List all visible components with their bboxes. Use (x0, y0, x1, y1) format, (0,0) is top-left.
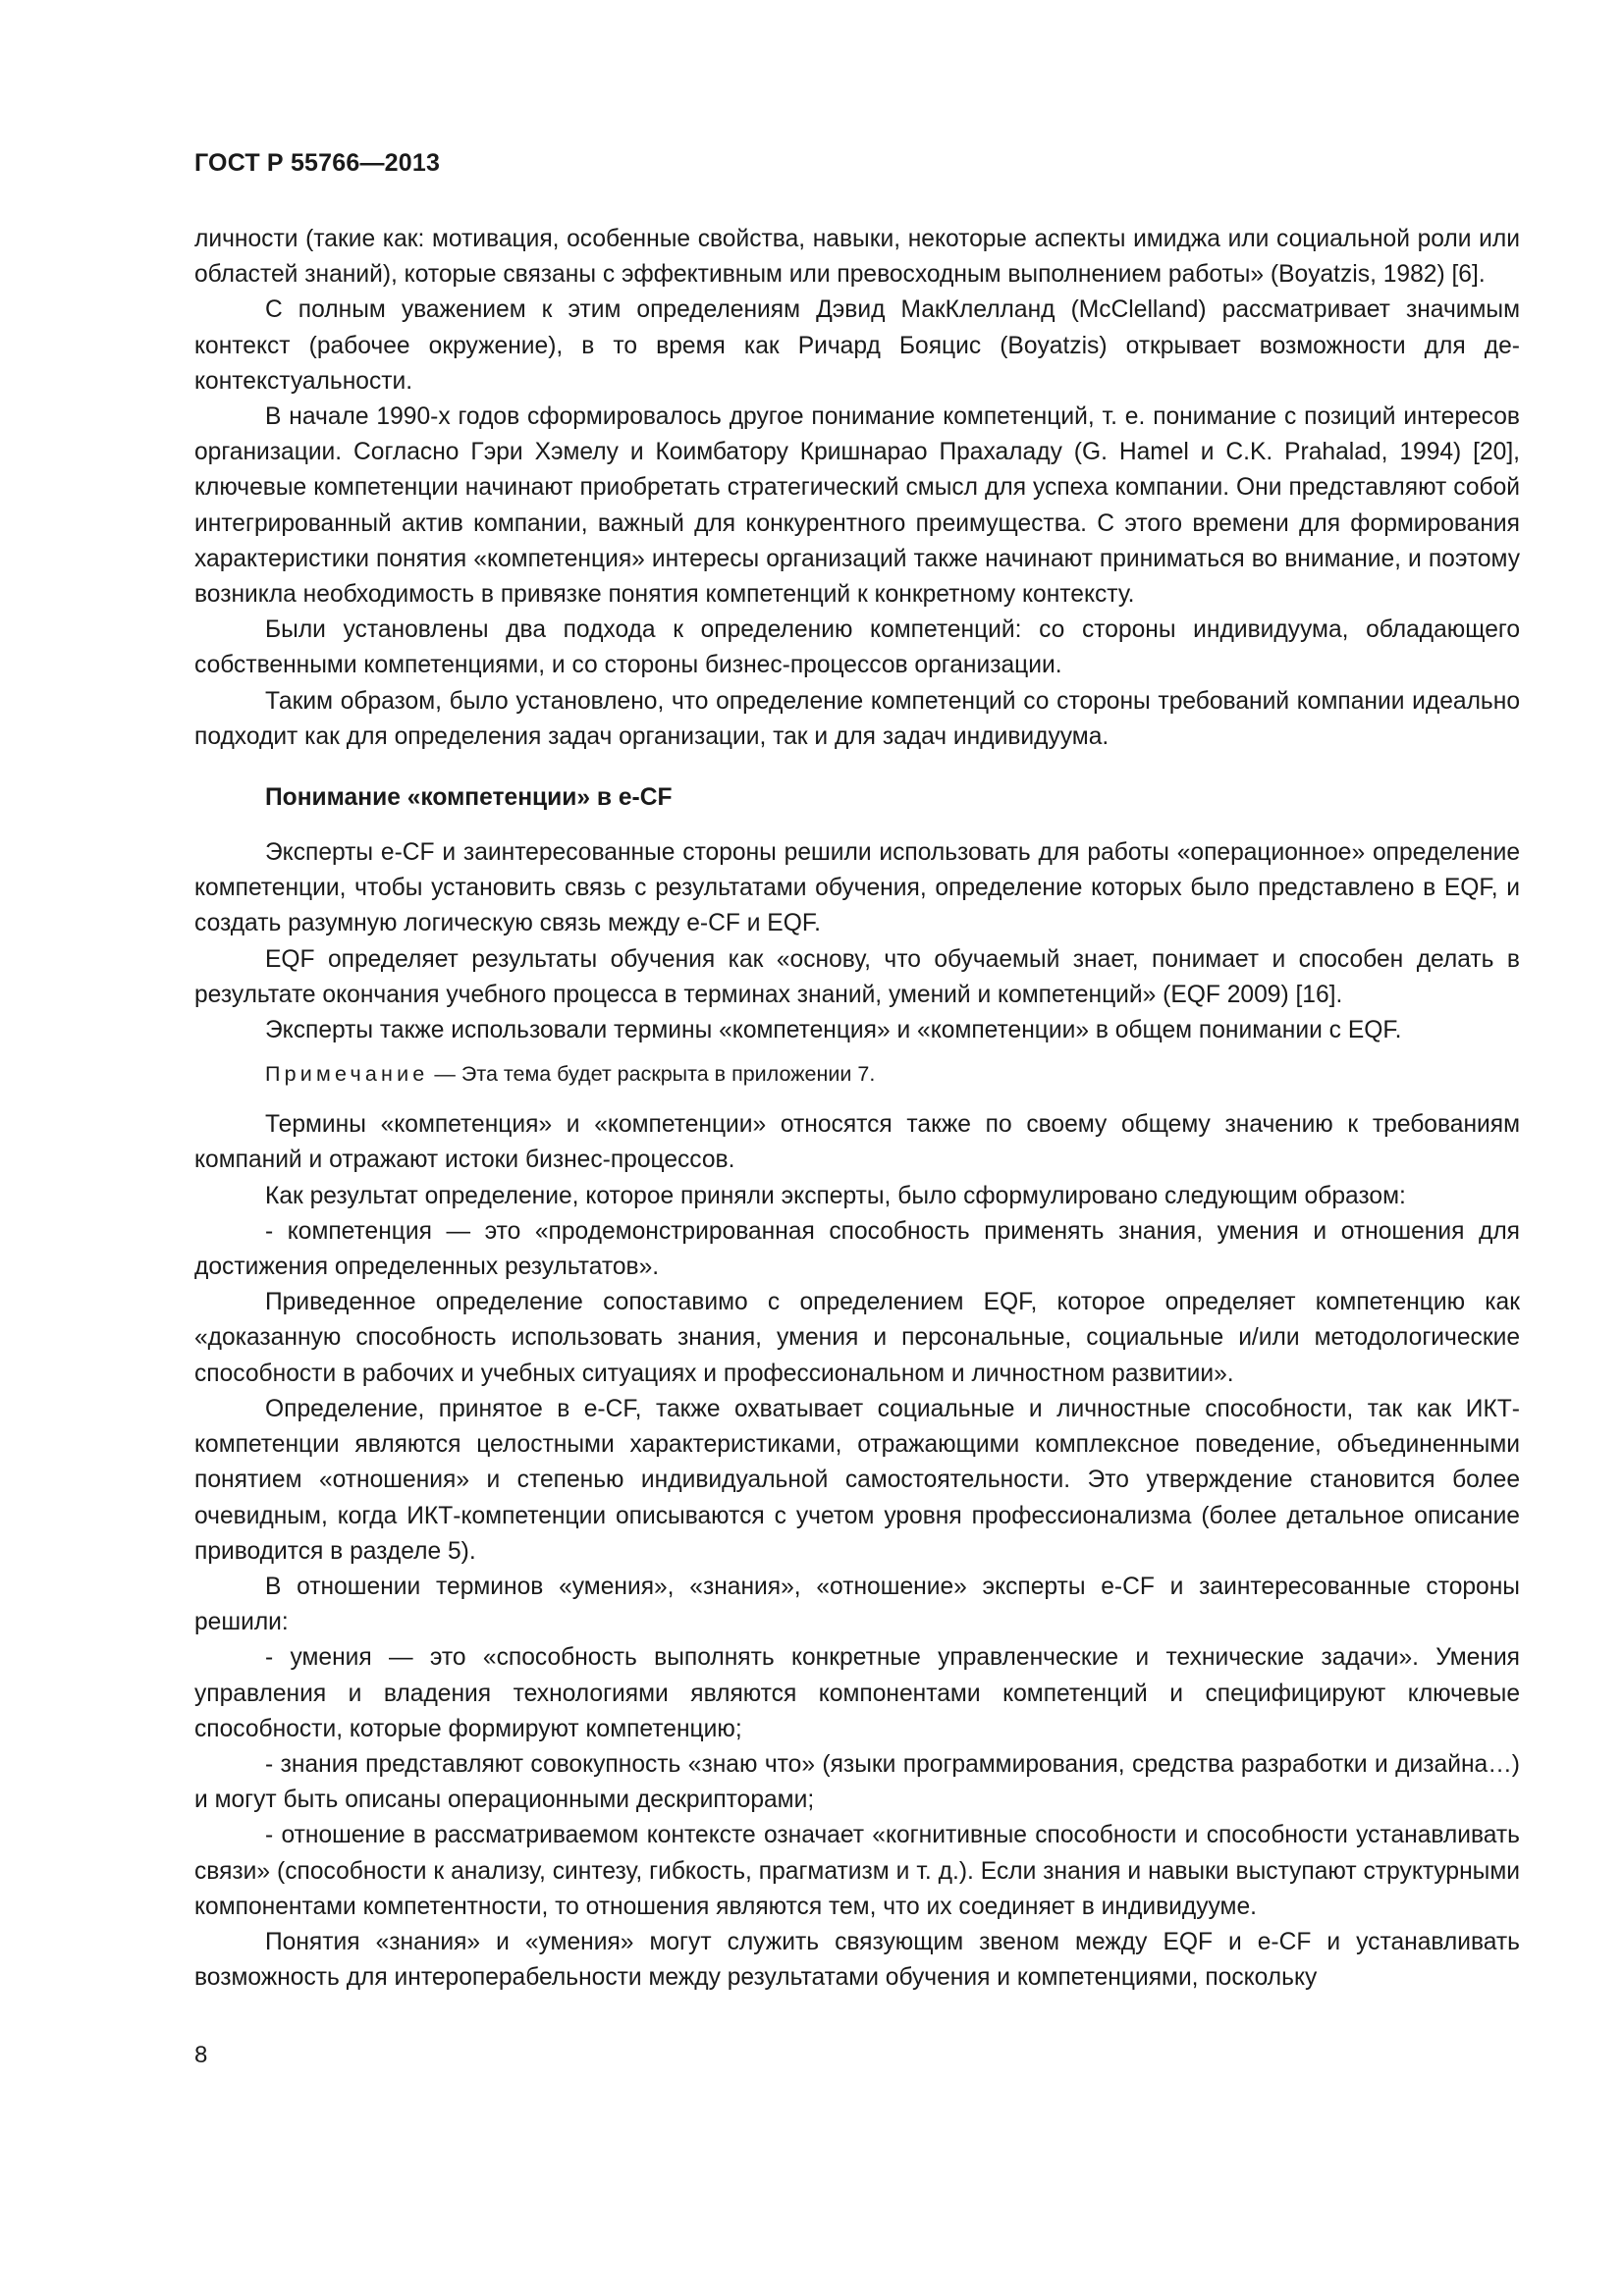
paragraph: личности (такие как: мотивация, особенные свойства, навыки, некоторые аспекты имиджа или социальной роли или областей знаний), которые связаны с эффективным или превосходным выполнением работы» (Boyatzis, 1982) [6]. (194, 226, 1520, 289)
paragraph: Эксперты e-CF и заинтересованные стороны решили использовать для работы «операционное» определение компетенции, чтобы установить связь с результатами обучения, определение которых было представлено в EQF, и создать разумную логическую связь между e-CF и EQF. (194, 839, 1520, 937)
paragraph: Понятия «знания» и «умения» могут служить связующим звеном между EQF и e-CF и устанавливать возможность для интероперабельности между результатами обучения и компетенциями, поскольку (194, 1928, 1520, 1992)
note (194, 1058, 1520, 1090)
paragraph: - умения — это «способность выполнять конкретные управленческие и технические задачи». Умения управления и владения технологиями являются компонентами компетенций и специфицируют ключевые способности, которые формируют компетенцию; (194, 1644, 1520, 1742)
paragraph: - отношение в рассматриваемом контексте означает «когнитивные способности и способности устанавливать связи» (способности к анализу, синтезу, гибкость, прагматизм и т. д.). Если знания и навыки выступают структурными компонентами компетентности, то отношения являются тем, что их соединяет в индивидууме. (194, 1822, 1520, 1920)
paragraph: Определение, принятое в e-CF, также охватывает социальные и личностные способности, так как ИКТ-компетенции являются целостными характеристиками, отражающими комплексное поведение, объединенными понятием «отношения» и степенью индивидуальной самостоятельности. Это утверждение становится более очевидным, когда ИКТ-компетенции описываются с учетом уровня профессионализма (более детальное описание приводится в разделе 5). (194, 1395, 1520, 1565)
paragraph: С полным уважением к этим определениям Дэвид МакКлелланд (McClelland) рассматривает значимым контекст (рабочее окружение), в то время как Ричард Бояцис (Boyatzis) открывает возможности для де-контекстуальности. (194, 296, 1520, 395)
paragraph: В отношении терминов «умения», «знания», «отношение» эксперты e-CF и заинтересованные стороны решили: (194, 1573, 1520, 1636)
paragraph: Были установлены два подхода к определению компетенций: со стороны индивидуума, обладающего собственными компетенциями, и со стороны бизнес-процессов организации. (194, 616, 1520, 679)
note-text: — Эта тема будет раскрыта в приложении 7. (428, 1062, 876, 1087)
paragraph: Приведенное определение сопоставимо с определением EQF, которое определяет компетенцию как «доказанную способность использовать знания, умения и персональные, социальные и/или методологические способности в рабочих и учебных ситуациях и профессиональном и личностном развитии». (194, 1289, 1520, 1387)
section-heading: Понимание «компетенции» в e-CF (265, 784, 673, 812)
paragraph: - знания представляют совокупность «знаю что» (языки программирования, средства разработки и дизайна…) и могут быть описаны операционными дескрипторами; (194, 1750, 1520, 1814)
paragraph: - компетенция — это «продемонстрированная способность применять знания, умения и отношения для достижения определенных результатов». (194, 1217, 1520, 1281)
document-header: ГОСТ Р 55766—2013 (194, 149, 441, 177)
note-label: Примечание (265, 1062, 429, 1087)
paragraph: Эксперты также использовали термины «компетенция» и «компетенции» в общем понимании с EQF. (265, 1017, 1402, 1044)
page-number: 8 (194, 2042, 208, 2068)
document-body (194, 222, 1520, 1996)
paragraph: EQF определяет результаты обучения как «основу, что обучаемый знает, понимает и способен делать в результате окончания учебного процесса в терминах знаний, умений и компетенций» (EQF 2009) [16]. (194, 945, 1520, 1008)
paragraph: В начале 1990-х годов сформировалось другое понимание компетенций, т. е. понимание с позиций интересов организации. Согласно Гэри Хэмелу и Коимбатору Кришнарао Прахаладу (G. Hamel и C.K. Prahalad, 1994) [20], ключевые компетенции начинают приобретать стратегический смысл для успеха компании. Они представляют собой интегрированный актив компании, важный для конкурентного преимущества. С этого времени для формирования характеристики понятия «компетенция» интересы организаций также начинают приниматься во внимание, и поэтому возникла необходимость в привязке понятия компетенций к конкретному контексту. (194, 403, 1520, 609)
paragraph: Термины «компетенция» и «компетенции» относятся также по своему общему значению к требованиям компаний и отражают истоки бизнес-процессов. (194, 1111, 1520, 1174)
paragraph: Как результат определение, которое приняли эксперты, было сформулировано следующим образом: (265, 1182, 1406, 1209)
paragraph: Таким образом, было установлено, что определение компетенций со стороны требований компании идеально подходит как для определения задач организации, так и для задач индивидуума. (194, 687, 1520, 750)
